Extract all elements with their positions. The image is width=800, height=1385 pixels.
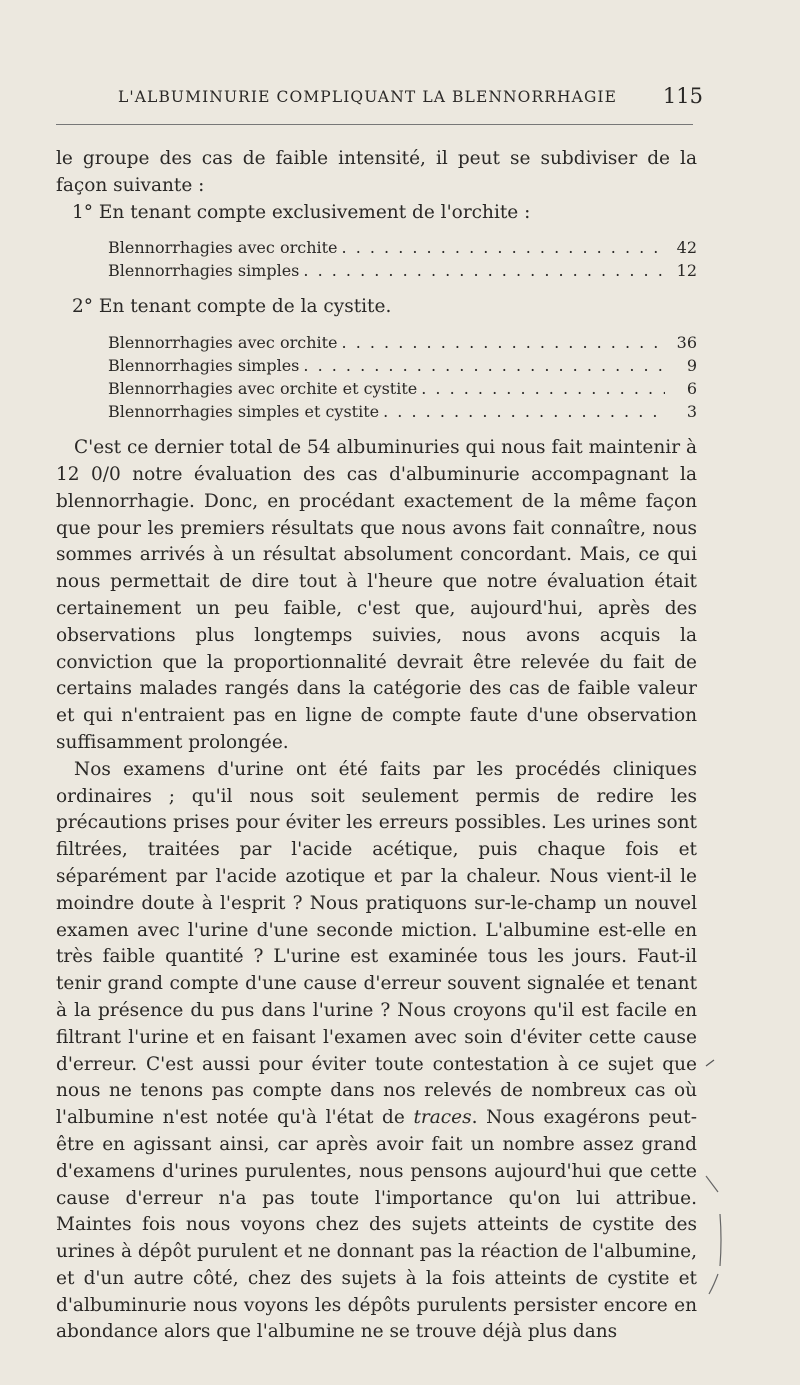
section-1-title: 1° En tenant compte exclusivement de l'orchite :	[72, 201, 531, 223]
list-item	[108, 331, 697, 354]
dot-leader	[303, 354, 665, 377]
entry-label: Blennorrhagies avec orchite et cystite	[108, 379, 418, 399]
running-header	[118, 84, 703, 112]
entry-value: 42	[676, 238, 697, 258]
dot-leader	[342, 236, 665, 259]
list-item	[108, 400, 697, 423]
margin-tick-mark	[700, 1050, 720, 1070]
dot-leader	[383, 400, 665, 423]
header-rule	[56, 124, 693, 125]
list-item	[108, 377, 697, 400]
paragraph-2-part-2: . Nous exagérons peut-être en agissant ainsi, car après avoir fait un nombre assez grand d'examens d'urines purulentes, nous pensons aujourd'hui que cette cause d'erreur n'a pas toute l'importance qu'on lui attribue. Maintes fois nous voyons chez des sujets atteints de cystite des urines à dépôt purulent et ne donnant pas la réaction de l'albumine, et d'un autre côté, chez des sujets à la fois atteints de cystite et d'albuminurie nous voyons les dépôts purulents persister encore en abondance alors que l'albumine ne se trouve déjà plus dans	[56, 1107, 697, 1343]
list-item	[108, 259, 697, 282]
entry-value: 12	[676, 261, 697, 281]
list-item	[108, 236, 697, 259]
entry-label: Blennorrhagies simples	[108, 261, 300, 281]
entry-value: 9	[686, 356, 697, 376]
paragraph-2	[56, 757, 697, 1347]
section-1-entries	[108, 236, 697, 282]
entry-label: Blennorrhagies avec orchite	[108, 238, 338, 258]
body-text	[56, 146, 697, 1346]
dot-leader	[421, 377, 665, 400]
entry-label: Blennorrhagies simples et cystite	[108, 402, 380, 422]
paragraph-1: C'est ce dernier total de 54 albuminuries qui nous fait maintenir à 12 0/0 notre évaluation des cas d'albuminurie accompagnant la blennorrhagie. Donc, en procédant exactement de la même façon que pour les premiers résultats que nous avons fait connaître, nous sommes arrivés à un résultat absolument concordant. Mais, ce qui nous permettait de dire tout à l'heure que notre évaluation était certainement un peu faible, c'est que, aujourd'hui, après des observations plus longtemps suivies, nous avons acquis la conviction que la proportionnalité devrait être relevée du fait de certains malades rangés dans la catégorie des cas de faible valeur et qui n'entraient pas en ligne de compte faute d'une observation suffisamment prolongée.	[56, 437, 697, 753]
section-2-title: 2° En tenant compte de la cystite.	[72, 296, 392, 318]
entry-value: 3	[686, 402, 697, 422]
entry-value: 36	[676, 333, 697, 353]
list-item	[108, 354, 697, 377]
running-title: L'ALBUMINURIE COMPLIQUANT LA BLENNORRHAGIE	[118, 88, 618, 106]
emphasis-traces: traces	[413, 1107, 472, 1129]
dot-leader	[342, 331, 665, 354]
entry-label: Blennorrhagies simples	[108, 356, 300, 376]
entry-value: 6	[686, 379, 697, 399]
entry-label: Blennorrhagies avec orchite	[108, 333, 338, 353]
paragraph-2-part-1: Nos examens d'urine ont été faits par les procédés cliniques ordinaires ; qu'il nous soit seulement permis de redire les précautions prises pour éviter les erreurs possibles. Les urines sont filtrées, traitées par l'acide acétique, puis chaque fois et séparément par l'acide azotique et par la chaleur. Nous vient-il le moindre doute à l'esprit ? Nous pratiquons sur-le-champ un nouvel examen avec l'urine d'une seconde miction. L'albumine est-elle en très faible quantité ? L'urine est examinée tous les jours. Faut-il tenir grand compte d'une cause d'erreur souvent signalée et tenant à la présence du pus dans l'urine ? Nous croyons qu'il est facile en filtrant l'urine et en faisant l'examen avec soin d'éviter cette cause d'erreur. C'est aussi pour éviter toute contestation à ce sujet que nous ne tenons pas compte dans nos relevés de nombreux cas où l'albumine n'est notée qu'à l'état de	[56, 758, 697, 1129]
dot-leader	[303, 259, 665, 282]
intro-paragraph: le groupe des cas de faible intensité, il peut se subdiviser de la façon suivante :	[56, 148, 697, 196]
section-2-entries	[108, 331, 697, 423]
margin-bracket-mark	[698, 1170, 728, 1300]
page-number: 115	[662, 84, 703, 108]
